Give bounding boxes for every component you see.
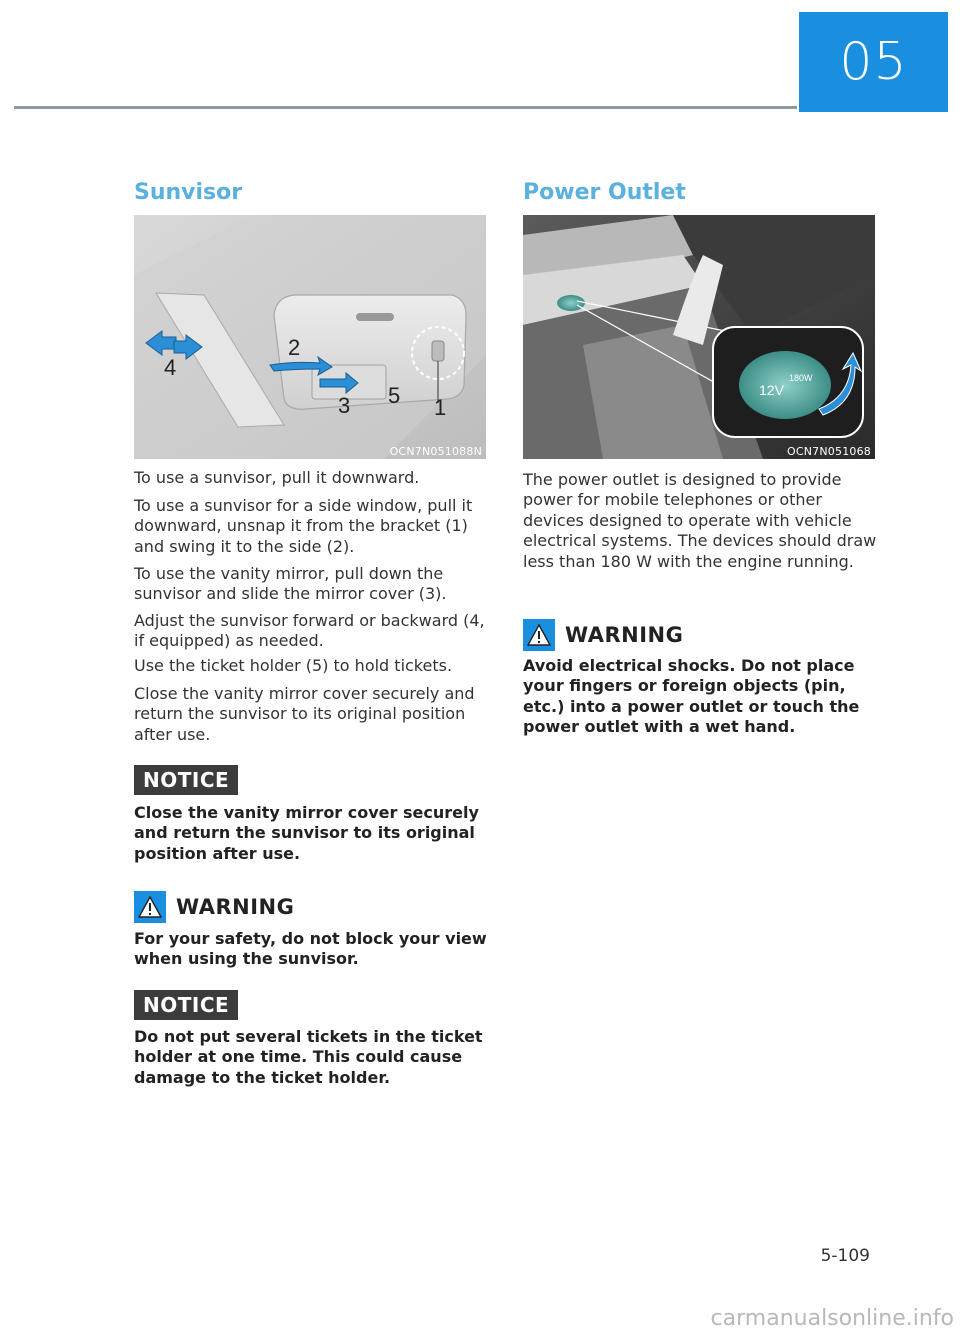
header-rule bbox=[14, 106, 797, 109]
callout-5: 5 bbox=[388, 383, 401, 408]
notice-label: NOTICE bbox=[134, 765, 238, 795]
watermark: carmanualsonline.info bbox=[710, 1306, 954, 1331]
page-number: 5-109 bbox=[820, 1246, 870, 1266]
warning-triangle-icon bbox=[523, 619, 555, 651]
power-outlet-paragraph: The power outlet is designed to provide power for mobile telephones or other devices designed to operate with vehicle electrical systems. The devices should draw less than 180 W with the engine running. bbox=[523, 470, 877, 571]
power-outlet-warning-header bbox=[523, 619, 683, 651]
sunvisor-paragraph: Use the ticket holder (5) to hold tickets. bbox=[134, 656, 453, 675]
sunvisor-paragraph: To use the vanity mirror, pull down the sunvisor and slide the mirror cover (3). bbox=[134, 564, 447, 604]
sunvisor-paragraph: Close the vanity mirror cover securely and return the sunvisor to its original position after use. bbox=[134, 684, 475, 744]
outlet-180w-label: 180W bbox=[789, 373, 813, 383]
sunvisor-paragraph: To use a sunvisor, pull it downward. bbox=[134, 468, 420, 487]
power-outlet-figure-caption: OCN7N051068 bbox=[787, 445, 871, 458]
warning-triangle-icon bbox=[134, 891, 166, 923]
sunvisor-illustration bbox=[134, 215, 486, 459]
notice-label: NOTICE bbox=[134, 990, 238, 1020]
power-outlet-title: Power Outlet bbox=[523, 180, 686, 205]
warning-label: WARNING bbox=[176, 895, 295, 919]
callout-3: 3 bbox=[338, 393, 351, 418]
warning-text: Avoid electrical shocks. Do not place your fingers or foreign objects (pin, etc.) into a power outlet or touch the power outlet with a wet hand. bbox=[523, 656, 860, 737]
sunvisor-figure-caption: OCN7N051088N bbox=[389, 445, 482, 458]
power-outlet-figure bbox=[523, 215, 875, 459]
outlet-12v-label: 12V bbox=[759, 382, 784, 398]
warning-label: WARNING bbox=[565, 623, 684, 647]
sunvisor-title: Sunvisor bbox=[134, 180, 243, 205]
callout-2: 2 bbox=[288, 335, 301, 360]
sunvisor-warning-header bbox=[134, 891, 294, 923]
sunvisor-figure bbox=[134, 215, 486, 459]
power-outlet-illustration bbox=[523, 215, 875, 459]
sunvisor-paragraph: To use a sunvisor for a side window, pull it downward, unsnap it from the bracket (1) and swing it to the side (2). bbox=[134, 496, 473, 556]
notice-text: Do not put several tickets in the ticket holder at one time. This could cause damage to the ticket holder. bbox=[134, 1027, 483, 1087]
warning-text: For your safety, do not block your view when using the sunvisor. bbox=[134, 929, 487, 969]
chapter-number: 05 bbox=[839, 32, 908, 92]
callout-4: 4 bbox=[164, 355, 177, 380]
notice-text: Close the vanity mirror cover securely and return the sunvisor to its original position after use. bbox=[134, 803, 479, 863]
callout-1: 1 bbox=[434, 395, 447, 420]
sunvisor-paragraph: Adjust the sunvisor forward or backward (4, if equipped) as needed. bbox=[134, 611, 485, 651]
chapter-tab bbox=[799, 12, 948, 112]
